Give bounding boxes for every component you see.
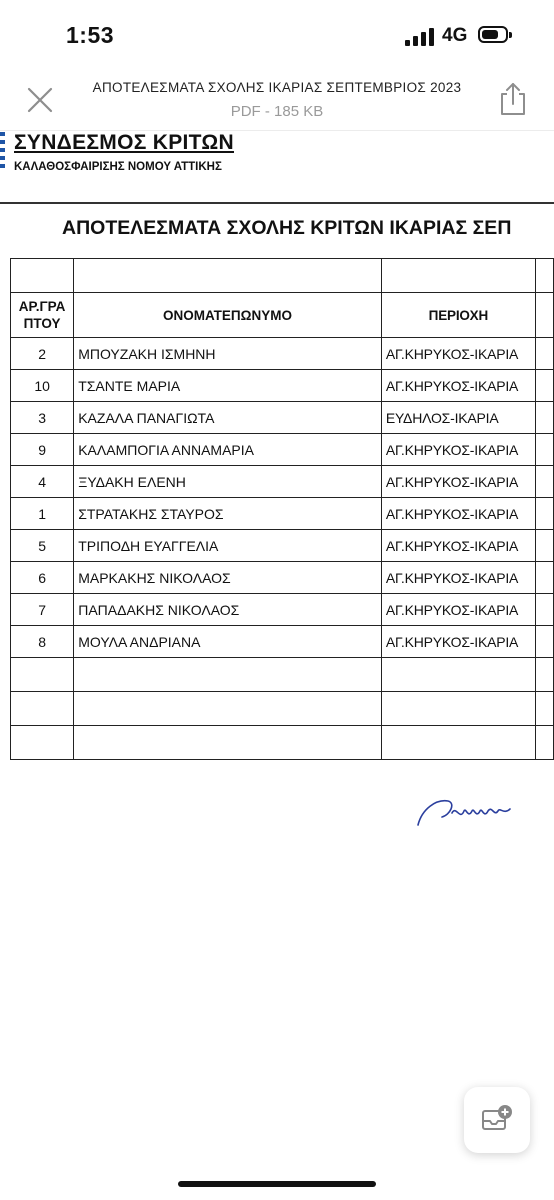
- empty-cell: [535, 658, 553, 692]
- row-name-cell: ΚΑΛΑΜΠΟΓΙΑ ΑΝΝΑΜΑΡΙΑ: [74, 434, 382, 466]
- row-name-cell: ΠΑΠΑΔΑΚΗΣ ΝΙΚΟΛΑΟΣ: [74, 594, 382, 626]
- row-name-cell: ΜΟΥΛΑ ΑΝΔΡΙΑΝΑ: [74, 626, 382, 658]
- row-area-cell: ΑΓ.ΚΗΡΥΚΟΣ-ΙΚΑΡΙΑ: [381, 562, 535, 594]
- inbox-add-icon: [481, 1104, 513, 1136]
- empty-cell: [74, 692, 382, 726]
- pdf-page[interactable]: [0, 131, 554, 1200]
- row-name-cell: ΜΑΡΚΑΚΗΣ ΝΙΚΟΛΑΟΣ: [74, 562, 382, 594]
- empty-cell: [381, 726, 535, 760]
- row-name-cell: ΚΑΖΑΛΑ ΠΑΝΑΓΙΩΤΑ: [74, 402, 382, 434]
- network-type: 4G: [442, 25, 468, 46]
- table-row: [11, 498, 554, 530]
- clipped-cell: [535, 530, 553, 562]
- row-area-cell: ΑΓ.ΚΗΡΥΚΟΣ-ΙΚΑΡΙΑ: [381, 498, 535, 530]
- row-area-cell: ΑΓ.ΚΗΡΥΚΟΣ-ΙΚΑΡΙΑ: [381, 626, 535, 658]
- results-heading: ΑΠΟΤΕΛΕΣΜΑΤΑ ΣΧΟΛΗΣ ΚΡΙΤΩΝ ΙΚΑΡΙΑΣ ΣΕΠ: [62, 217, 512, 239]
- status-time: 1:53: [66, 22, 115, 48]
- clipped-cell: [535, 370, 553, 402]
- close-icon: [24, 84, 56, 116]
- empty-cell: [11, 658, 74, 692]
- row-area-cell: ΑΓ.ΚΗΡΥΚΟΣ-ΙΚΑΡΙΑ: [381, 370, 535, 402]
- clipped-cell: [535, 498, 553, 530]
- row-number-cell: 4: [11, 466, 74, 498]
- table-row: [11, 434, 554, 466]
- table-row: [11, 562, 554, 594]
- share-icon: [496, 80, 530, 118]
- row-name-cell: ΤΡΙΠΟΔΗ ΕΥΑΓΓΕΛΙΑ: [74, 530, 382, 562]
- empty-cell: [535, 692, 553, 726]
- battery-icon: [478, 26, 508, 43]
- org-subtitle: ΚΑΛΑΘΟΣΦΑΙΡΙΣΗΣ ΝΟΜΟΥ ΑΤΤΙΚΗΣ: [14, 161, 222, 173]
- signal-icon: [405, 28, 435, 46]
- empty-cell: [535, 726, 553, 760]
- clipped-cell: [535, 338, 553, 370]
- row-name-cell: ΜΠΟΥΖΑΚΗ ΙΣΜΗΝΗ: [74, 338, 382, 370]
- row-number-cell: 5: [11, 530, 74, 562]
- document-meta: PDF - 185 KB: [230, 103, 324, 120]
- row-number-cell: 6: [11, 562, 74, 594]
- clipped-cell: [535, 402, 553, 434]
- table-row: [11, 466, 554, 498]
- row-area-cell: ΑΓ.ΚΗΡΥΚΟΣ-ΙΚΑΡΙΑ: [381, 466, 535, 498]
- row-name-cell: ΣΤΡΑΤΑΚΗΣ ΣΤΑΥΡΟΣ: [74, 498, 382, 530]
- table-row: [11, 594, 554, 626]
- row-number-cell: 3: [11, 402, 74, 434]
- results-table: [10, 258, 554, 760]
- greek-flag-stripe: [0, 132, 5, 172]
- empty-cell: [11, 692, 74, 726]
- inbox-add-button[interactable]: [464, 1087, 530, 1153]
- clipped-cell: [535, 434, 553, 466]
- clipped-cell: [535, 466, 553, 498]
- row-area-cell: ΑΓ.ΚΗΡΥΚΟΣ-ΙΚΑΡΙΑ: [381, 434, 535, 466]
- empty-cell: [11, 726, 74, 760]
- row-number-cell: 7: [11, 594, 74, 626]
- row-area-cell: ΕΥΔΗΛΟΣ-ΙΚΑΡΙΑ: [381, 402, 535, 434]
- empty-cell: [381, 658, 535, 692]
- row-number-cell: 8: [11, 626, 74, 658]
- close-button[interactable]: [24, 84, 56, 116]
- header-divider: [0, 202, 554, 204]
- empty-table-row: [11, 658, 554, 692]
- empty-table-row: [11, 692, 554, 726]
- empty-table-row: [11, 726, 554, 760]
- row-number-cell: 10: [11, 370, 74, 402]
- row-name-cell: ΞΥΔΑΚΗ ΕΛΕΝΗ: [74, 466, 382, 498]
- table-row: [11, 402, 554, 434]
- home-indicator: [178, 1181, 376, 1187]
- table-header-row: [11, 293, 554, 338]
- row-area-cell: ΑΓ.ΚΗΡΥΚΟΣ-ΙΚΑΡΙΑ: [381, 594, 535, 626]
- header-cell-area: ΠΕΡΙΟΧΗ: [381, 293, 535, 338]
- empty-cell: [381, 692, 535, 726]
- org-name: ΣΥΝΔΕΣΜΟΣ ΚΡΙΤΩΝ: [14, 131, 234, 154]
- table-row: [11, 259, 554, 293]
- table-row: [11, 338, 554, 370]
- share-button[interactable]: [496, 80, 530, 118]
- row-number-cell: 2: [11, 338, 74, 370]
- signature: [412, 791, 532, 831]
- document-title: ΑΠΟΤΕΛΕΣΜΑΤΑ ΣΧΟΛΗΣ ΙΚΑΡΙΑΣ ΣΕΠΤΕΜΒΡΙΟΣ 2023: [92, 80, 462, 95]
- clipped-cell: [535, 626, 553, 658]
- row-number-cell: 1: [11, 498, 74, 530]
- row-area-cell: ΑΓ.ΚΗΡΥΚΟΣ-ΙΚΑΡΙΑ: [381, 530, 535, 562]
- viewer-header: [0, 70, 554, 131]
- clipped-cell: [535, 562, 553, 594]
- row-area-cell: ΑΓ.ΚΗΡΥΚΟΣ-ΙΚΑΡΙΑ: [381, 338, 535, 370]
- row-number-cell: 9: [11, 434, 74, 466]
- header-cell-name: ΟΝΟΜΑΤΕΠΩΝΥΜΟ: [74, 293, 382, 338]
- empty-cell: [74, 726, 382, 760]
- empty-cell: [74, 658, 382, 692]
- header-cell-number: ΑΡ.ΓΡΑ ΠΤΟΥ: [11, 293, 74, 338]
- row-name-cell: ΤΣΑΝΤΕ ΜΑΡΙΑ: [74, 370, 382, 402]
- status-bar: [0, 0, 554, 70]
- table-row: [11, 530, 554, 562]
- table-row: [11, 626, 554, 658]
- table-row: [11, 370, 554, 402]
- clipped-cell: [535, 594, 553, 626]
